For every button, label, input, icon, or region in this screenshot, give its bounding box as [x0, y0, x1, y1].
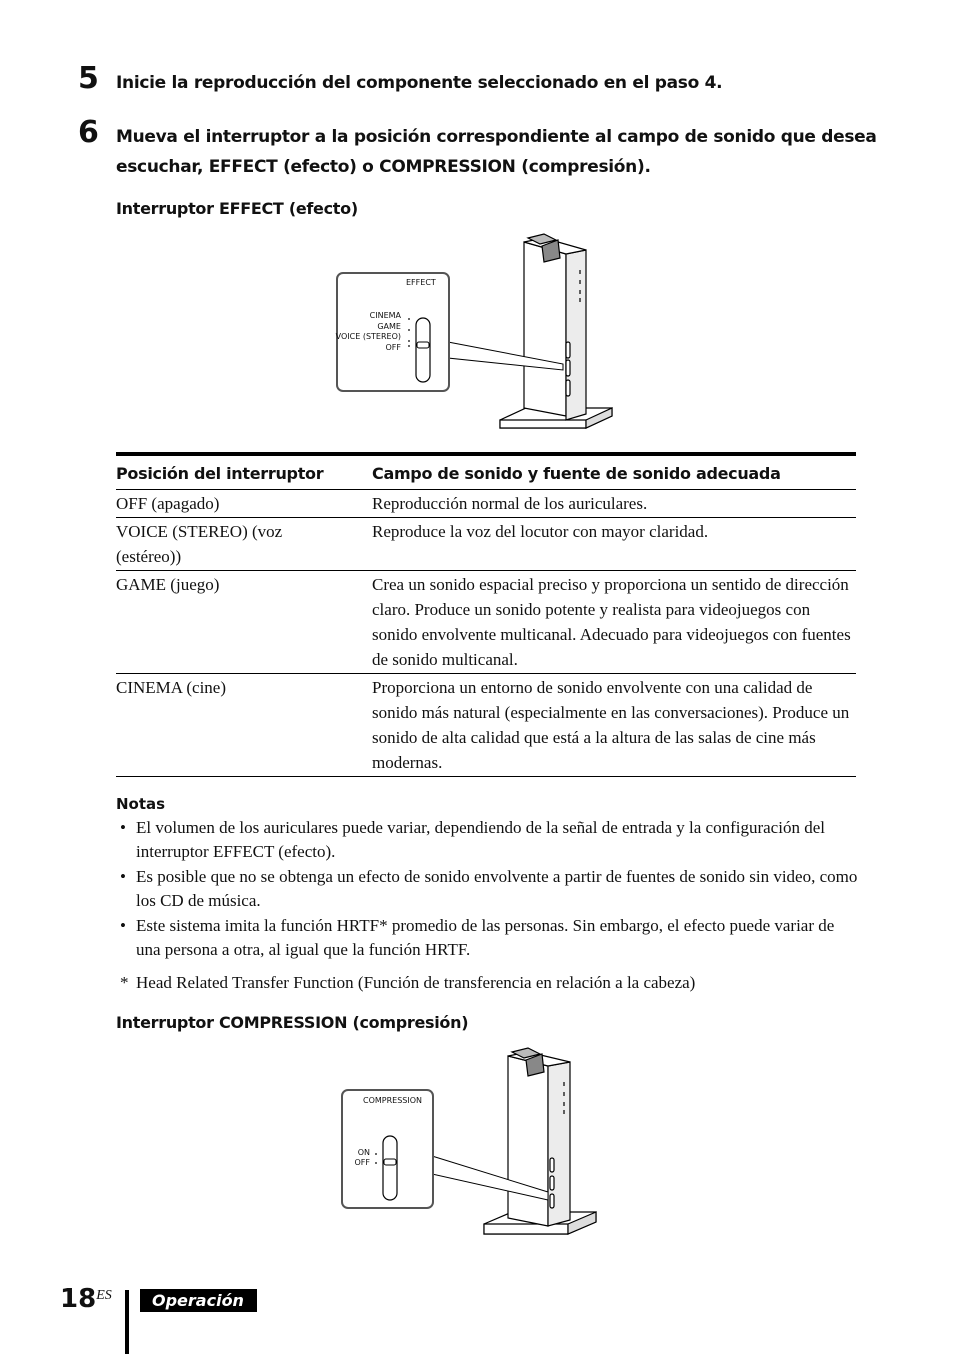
table-cell-position: CINEMA (cine)	[116, 674, 372, 777]
table-row	[116, 674, 856, 777]
compression-heading: Interruptor COMPRESSION (compresión)	[116, 1013, 469, 1032]
list-item: • Es posible que no se obtenga un efecto de sonido envolvente a partir de fuentes de sonido sin video, como los CD de música.	[120, 867, 858, 910]
page-number-block	[60, 1284, 112, 1314]
notes-title: Notas	[116, 795, 166, 813]
table-cell-description: Reproducción normal de los auriculares.	[372, 490, 856, 518]
step-6-number: 6	[78, 115, 99, 150]
table-row	[116, 490, 856, 518]
step-5-text: Inicie la reproducción del componente seleccionado en el paso 4.	[116, 73, 723, 93]
list-item: • El volumen de los auriculares puede variar, dependiendo de la señal de entrada y la configuración del interruptor EFFECT (efecto).	[120, 818, 825, 861]
step-6-text	[116, 122, 896, 182]
compression-position-off: OFF	[354, 1158, 370, 1167]
compression-switch-diagram	[336, 1046, 606, 1252]
compression-positions	[336, 1148, 370, 1168]
effect-label: EFFECT	[406, 278, 436, 287]
compression-label: COMPRESSION	[363, 1096, 423, 1105]
note-text: Es posible que no se obtenga un efecto de sonido envolvente a partir de fuentes de sonido sin video, como los CD de música.	[136, 867, 858, 910]
effect-slider-knob	[417, 342, 429, 348]
table-cell-description: Proporciona un entorno de sonido envolvente con una calidad de sonido más natural (especialmente en las conversaciones). Produce un sonido de alta calidad que está a la altura de las salas de cine más modernas.	[372, 674, 856, 777]
effect-position-off: OFF	[385, 342, 401, 352]
table-cell-position: OFF (apagado)	[116, 490, 372, 518]
effect-position-voice: VOICE (STEREO)	[335, 332, 401, 341]
footer-divider	[125, 1290, 129, 1354]
table-header-row	[116, 454, 856, 490]
effect-positions	[330, 311, 401, 353]
table-cell-description: Reproduce la voz del locutor con mayor claridad.	[372, 518, 856, 571]
table-row	[116, 571, 856, 674]
list-item: • Este sistema imita la función HRTF* promedio de las personas. Sin embargo, el efecto puede variar de una persona a otra, al igual que la función HRTF.	[120, 916, 835, 959]
compression-slider-knob	[384, 1159, 396, 1165]
table-header-position: Posición del interruptor	[116, 454, 372, 490]
step-6-line-2: escuchar, EFFECT (efecto) o COMPRESSION (compresión).	[116, 157, 651, 177]
effect-position-cinema: CINEMA	[369, 311, 401, 320]
table-row	[116, 518, 856, 571]
step-5-number: 5	[78, 61, 99, 96]
section-tab: Operación	[140, 1289, 257, 1312]
headphone-stand-illustration	[484, 1048, 596, 1234]
effect-table	[116, 452, 856, 777]
note-text: Este sistema imita la función HRTF* promedio de las personas. Sin embargo, el efecto puede variar de una persona a otra, al igual que la función HRTF.	[136, 916, 835, 959]
effect-position-game: GAME	[377, 321, 401, 331]
table-cell-position: VOICE (STEREO) (voz (estéreo))	[116, 518, 372, 571]
table-cell-position: GAME (juego)	[116, 571, 372, 674]
note-text: El volumen de los auriculares puede variar, dependiendo de la señal de entrada y la configuración del interruptor EFFECT (efecto).	[136, 818, 825, 861]
effect-heading: Interruptor EFFECT (efecto)	[116, 199, 358, 218]
table-header-description: Campo de sonido y fuente de sonido adecuada	[372, 454, 856, 490]
headphone-stand-illustration	[500, 234, 612, 428]
effect-slider-track	[416, 318, 430, 382]
table-cell-description: Crea un sonido espacial preciso y proporciona un sentido de dirección claro. Produce un sonido potente y realista para videojuegos con sonido envolvente multicanal. Adecuado para videojuegos con fuentes de sonido multicanal.	[372, 571, 856, 674]
page-language: ES	[96, 1288, 112, 1303]
footnote-mark: *	[120, 973, 129, 992]
notes-list	[116, 816, 858, 963]
compression-slider-track	[383, 1136, 397, 1200]
compression-position-on: ON	[357, 1148, 370, 1157]
step-6-line-1: Mueva el interruptor a la posición correspondiente al campo de sonido que desea	[116, 127, 877, 147]
footnote: Head Related Transfer Function (Función de transferencia en relación a la cabeza)	[136, 973, 696, 992]
page-number: 18	[60, 1284, 97, 1314]
